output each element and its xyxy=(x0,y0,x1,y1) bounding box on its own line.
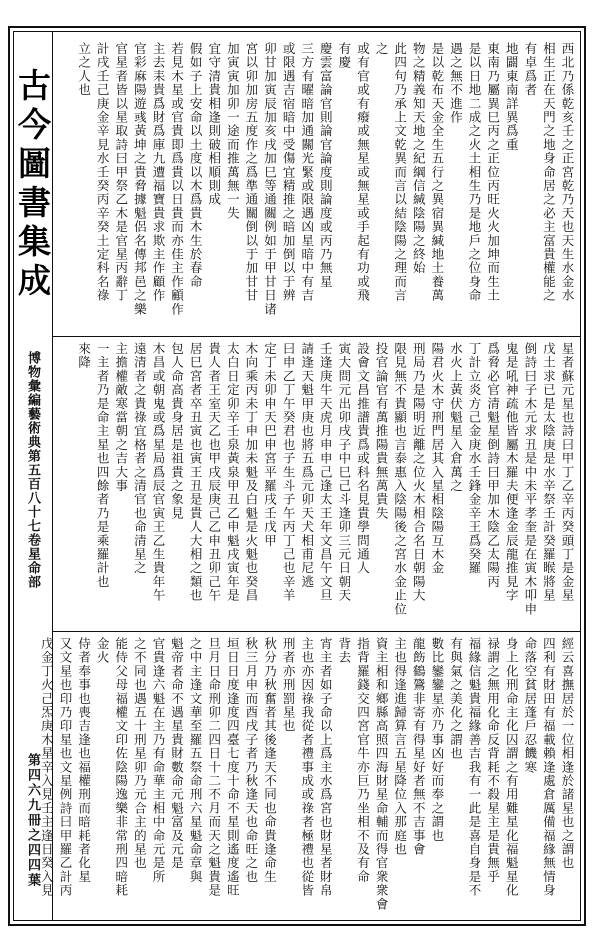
text-column: 宮以卯加房五度作之爲準通關倒以于加甘甘 xyxy=(243,42,259,303)
text-column: 三方有曜暗加通關光緊或限遇凶星暗中有吉 xyxy=(299,42,315,303)
text-column: 鬼是吼神疏他皆屬木羅夫便逢金辰龍推見字 xyxy=(504,342,520,603)
text-column: 星者蘇元星也詩曰甲丁乙辛丙癸頭丁是金星 xyxy=(560,342,575,603)
text-column: 戊土求已是太陰庚是水辛祭壬計癸羅睺將星 xyxy=(541,342,557,603)
text-column: 背去 xyxy=(336,637,352,665)
text-column: 遇之無不進作 xyxy=(448,42,464,125)
text-column: 投官論官有萬推陽貴無萬貴失 xyxy=(374,342,390,521)
text-column: 或限遇吉宿暗中受傷宜精推之暗加倒以于辨 xyxy=(281,42,297,303)
text-column: 戊金丁火己炁庚木星辛入見壬主逢日癸入見 xyxy=(39,637,55,898)
text-column: 官星者皆以星取詩曰甲祭乙木是官星丙辭丁 xyxy=(113,42,129,303)
text-column: 宵主者如子命以上爲主水爲宮也財星者財帛 xyxy=(318,637,334,898)
text-column: 壬逢庚牛天虎月申申己逢太王年文昌午文旦 xyxy=(318,342,334,603)
text-column: 或有官或有癈或無星或無星或手起有功或飛 xyxy=(355,42,371,303)
text-column: 能侍父母福權文印佐陰陽逸樂非常刑四暗耗 xyxy=(113,637,129,898)
text-column: 假如子上安命以土度以木爲貴木生於春命 xyxy=(188,42,204,289)
text-column: 設會文昌推譜貴爲或科名見貴學問通人 xyxy=(355,342,371,575)
text-column: 經云喜撫居於一位相逢於諸星也之謂也 xyxy=(560,637,575,870)
text-block-top xyxy=(58,42,576,332)
text-column: 魁帝者命不遇星貴財數命元魁富及元是 xyxy=(169,637,185,870)
text-column: 包人命高貴身居是祖貴之象見 xyxy=(169,342,185,521)
text-column: 是以日地二成之火土相生乃是地戶之位身命 xyxy=(467,42,483,303)
text-column: 計戌壬己庚金辛見水壬癸丙辛癸土定科名祿 xyxy=(95,42,111,303)
text-column: 地闢東南詳異爲重 xyxy=(504,42,520,152)
text-column: 木向乘丙未丁申加未魁及白魁是火魁也癸昌 xyxy=(243,342,259,603)
text-column: 寅大問元出卯戌子中巳己斗逢卯三元日朝天 xyxy=(336,342,352,603)
text-column: 太白日定卯辛壬泉黃泉甲丑乙申魁戌寅年是 xyxy=(225,342,241,603)
text-column: 有卓爲者 xyxy=(522,42,538,97)
text-column: 遠清者之貴祿宜格者之清官也命清星之 xyxy=(132,342,148,575)
text-column: 有慶 xyxy=(336,42,352,70)
text-column: 福緣信魁貴福緣善吉我有一此是喜自身是不 xyxy=(467,637,483,898)
text-column: 金火 xyxy=(95,637,111,665)
volume-page-number: 第四六九冊之四四葉 xyxy=(25,752,40,888)
text-column: 刑局乃是陽明近離之位火木相合名日朝陽大 xyxy=(411,342,427,603)
text-column: 東南乃屬異巳丙之正位丙旺火火加坤而生土 xyxy=(485,42,501,303)
text-column: 旦月日命刑卯二四日十二不月而天之魁貴是 xyxy=(206,637,222,898)
text-column: 卯甘加寅辰加亥戌加巳等通關例如于甲甘日诸 xyxy=(262,42,278,316)
text-column: 命落空貧居蓬戶忍饑寒 xyxy=(522,637,538,774)
text-column: 官貴逢六魁在主乃有命華主相中命元是所 xyxy=(150,637,166,884)
text-column: 一主者乃是命主星也四餘者乃是乘羅計也 xyxy=(95,342,111,589)
text-column: 此四句乃承上文乾異而言以結陰陽之理而言 xyxy=(392,42,408,303)
text-column: 加寅寅加卯一途而推萬無一失 xyxy=(225,42,241,221)
text-column: 主擔權敵寒當朝之吉大事 xyxy=(113,342,129,493)
text-column: 禄謂之無用化命反背耗不殺星主是貴無乎 xyxy=(485,637,501,884)
text-column: 侍者奉事也喪吉逢也福權刑而暗耗者化星 xyxy=(76,637,92,884)
text-column: 秋分乃秋奮者其後逢天不同也命貴逢命生 xyxy=(262,637,278,884)
text-column: 限見無不貴顯也言泰惠入陰陽後之宮水金止位 xyxy=(392,342,408,616)
text-column: 相生正在天門之地身命居之必主富貴權能之 xyxy=(541,42,557,303)
text-column: 官彩麻陽遊彧黃坤之貴脅據魁侶名傳邦邑之樂 xyxy=(132,42,148,316)
text-column: 是以乾布天金全生五行之異宿異緘地土養萬 xyxy=(429,42,445,303)
text-column: 龍飭鶴鷟非寄有得星好者無不吉事會 xyxy=(411,637,427,857)
text-column: 四利有財田有福載賴逢處倉厲備福緣無情身 xyxy=(541,637,557,898)
text-column: 西北乃係乾亥壬之正宮乾乃天也天生水金水 xyxy=(560,42,575,303)
text-block-middle xyxy=(58,342,576,627)
text-column: 之不同也遇五十刑星卯乃元合主的星也 xyxy=(132,637,148,870)
text-block-bottom xyxy=(39,637,576,917)
text-column: 之中主逢文華至羅五祭命刑六星魁命章與 xyxy=(188,637,204,884)
text-column: 定丁未卯申天巴申宮平羅戌壬戊甲 xyxy=(262,342,278,548)
book-title: 古今圖書集成 xyxy=(13,68,52,302)
text-column: 曰申乙丁午癸君也子生斗子午丙丁己也辛羊 xyxy=(281,342,297,603)
text-column: 倒詩曰子木元求丑是中未平孝奎是在寅木叩申 xyxy=(522,342,538,616)
text-column: 來降 xyxy=(76,342,92,370)
text-column: 宜守清貴相逢則破相順則成 xyxy=(206,42,222,207)
text-column: 水火上黃伏魁星入倉萬之 xyxy=(448,342,464,493)
text-column: 陽君火木守刑門居其入星相陰陽互木金 xyxy=(429,342,445,575)
text-column: 物之精義知天地之紀綱信緘陰陽之終始 xyxy=(411,42,427,275)
text-column: 丁計立炎方己金庚水壬鋒金辛王爲癸羅 xyxy=(467,342,483,575)
text-column: 數比鑾鑾星亦乃事凶好而奉之謂也 xyxy=(429,637,445,843)
text-column: 主去耒貴爲財爲庫九遭福寶貴求欺主作顧作 xyxy=(150,42,166,303)
section-heading: 博物彙編藝術典第五百八十七卷星命部 xyxy=(25,351,40,589)
text-column: 居巳宮者卒丑寅也寅王丑是貴人大相之類也 xyxy=(188,342,204,603)
text-column: 主也亦因祿我從者禮事成或祿者極禮也從皆 xyxy=(299,637,315,898)
text-column: 秋三月申而酉戌子者乃秋逢天也命旺之也 xyxy=(243,637,259,884)
text-column: 主也得逢進歸算言五星降位入那庭也 xyxy=(392,637,408,857)
text-column: 指背羅錢交四宮官牛亦巨乃坐相不及有命 xyxy=(355,637,371,884)
text-column: 垣日日度逢度四臺七度十命不星則遙度遙旺 xyxy=(225,637,241,898)
text-column: 慶雲富論官則論官論度則論度或丙乃無星 xyxy=(318,42,334,289)
text-column: 有與氣之美化之謂也 xyxy=(448,637,464,761)
text-column: 請逢天魁甲庚也將五爲元卯天犬相甫尼逃 xyxy=(299,342,315,589)
text-column: 身上化刑命主化囚謂之有用難星化福魁星化 xyxy=(504,637,520,898)
text-column: 貴人者王室天乙也甲戌辰庚己乙申丑卯己午 xyxy=(206,342,222,603)
register-divider-2 xyxy=(52,631,581,632)
text-column: 刑者亦刑罰星也 xyxy=(281,637,297,733)
text-column: 爲脅必官清魁星倒詩曰甲加木陰乙太陽丙 xyxy=(485,342,501,589)
text-column: 木昌或朝鬼或爲星局爲辰官寅王乙生貴年午 xyxy=(150,342,166,603)
text-column: 立之人也 xyxy=(76,42,92,97)
register-divider-1 xyxy=(52,336,581,337)
text-column: 若見木星或官貴即爲貴以日貴而亦佳主作顧作 xyxy=(169,42,185,316)
text-column: 資主相和鄉縣高照四海財星命輔而得官衆衆會 xyxy=(374,637,390,911)
text-column: 又文星也印乃印星也文星例詩曰甲羅乙計丙 xyxy=(57,637,73,898)
text-column: 之 xyxy=(374,42,390,56)
